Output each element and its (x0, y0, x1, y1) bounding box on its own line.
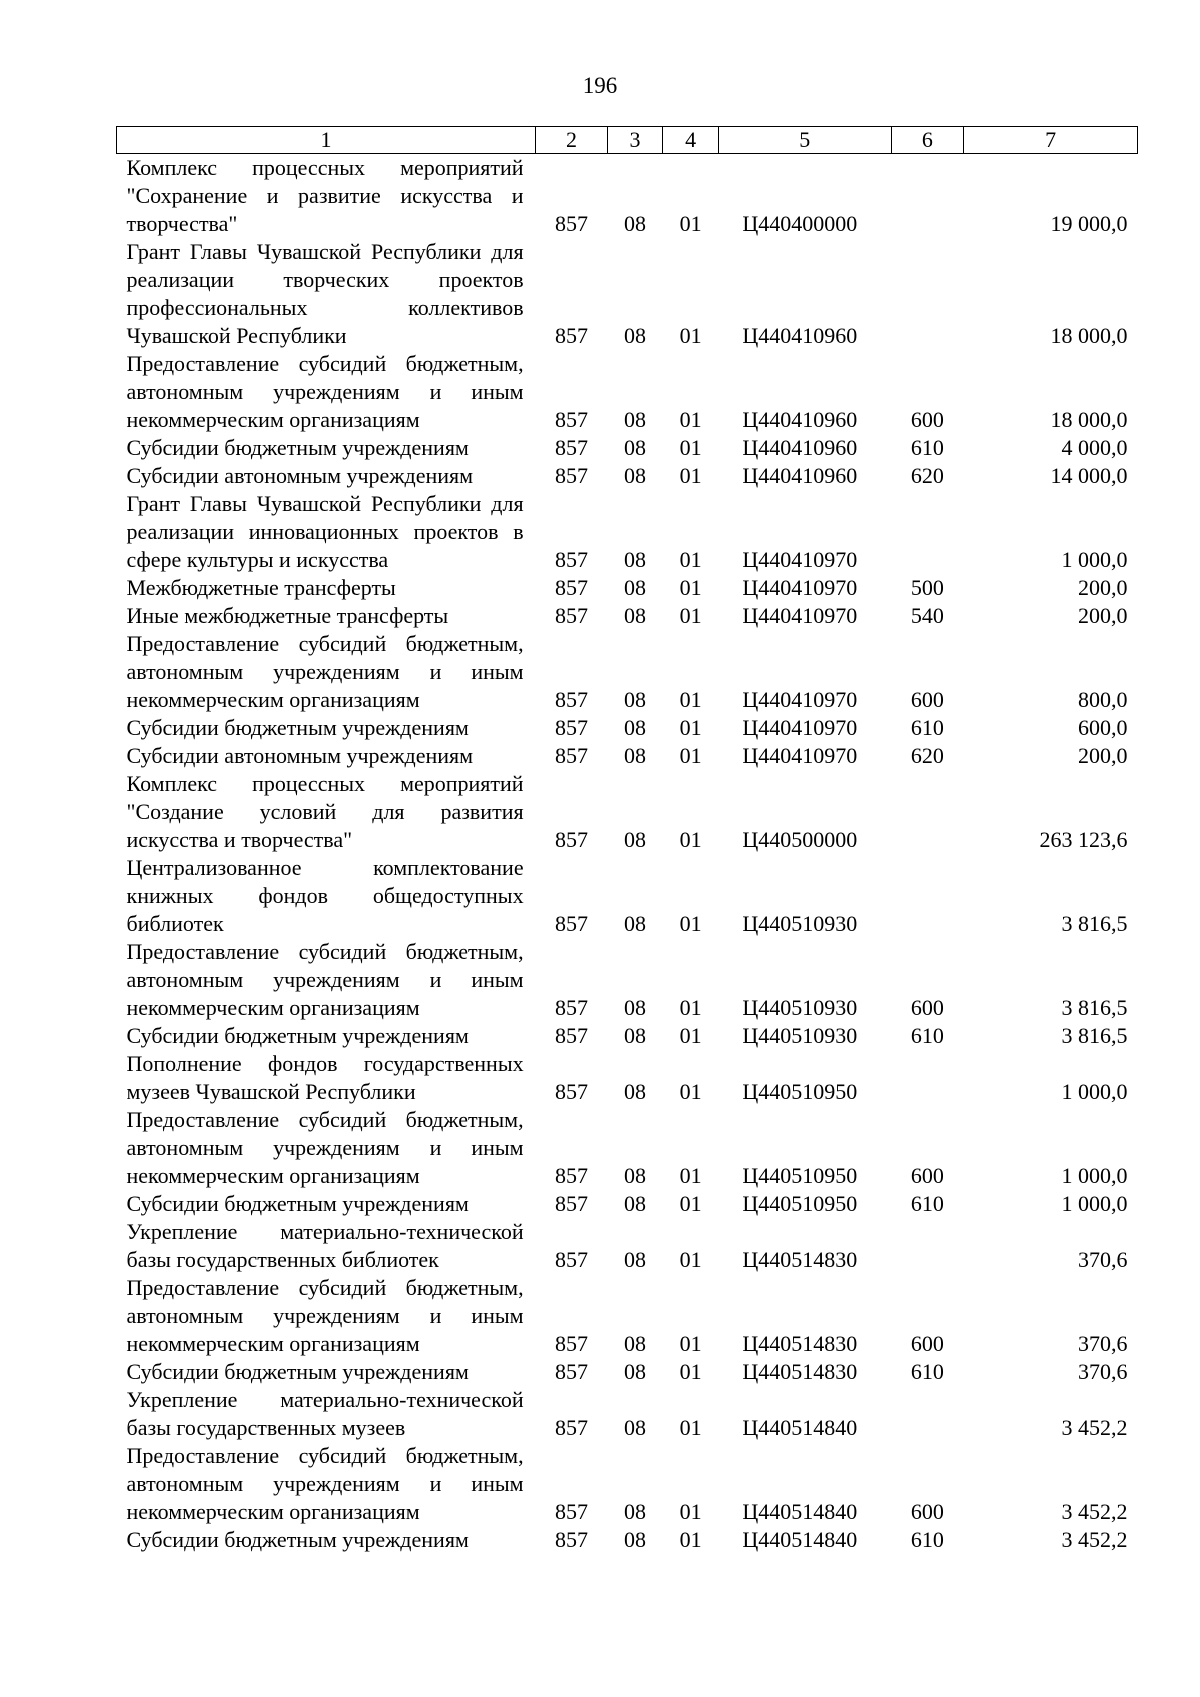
row-name-cell: Субсидии автономным учреждениям (126, 743, 474, 768)
row-section-cell: 08 (624, 715, 647, 740)
row-section-cell: 08 (624, 1527, 647, 1552)
row-expense-type-cell: 610 (910, 435, 944, 460)
row-amount-cell: 18 000,0 (1050, 323, 1128, 348)
table-row (117, 1358, 1138, 1386)
row-grbs-cell: 857 (554, 1191, 588, 1216)
table-row (117, 154, 1138, 239)
row-expense-type-cell: 600 (910, 407, 944, 432)
row-subsection-cell: 01 (679, 687, 702, 712)
table-header (117, 127, 1138, 154)
row-name-cell: Пополнение фондов государственных музеев Чувашской Республики (126, 1051, 524, 1104)
row-target-article-cell: Ц440410960 (742, 407, 858, 432)
row-section-cell: 08 (624, 1163, 647, 1188)
row-expense-type-cell (891, 1218, 964, 1274)
row-grbs-cell: 857 (554, 1359, 588, 1384)
row-amount-cell: 3 816,5 (1061, 1023, 1128, 1048)
table-row (117, 238, 1138, 350)
row-name-cell: Предоставление субсидий бюджетным, автономным учреждениям и иным некоммерческим организациям (126, 1107, 524, 1188)
row-amount-cell: 1 000,0 (1061, 1163, 1128, 1188)
row-expense-type-cell (891, 1050, 964, 1106)
row-target-article-cell: Ц440514840 (742, 1499, 858, 1524)
row-target-article-cell: Ц440410970 (742, 603, 858, 628)
table-row (117, 490, 1138, 574)
row-amount-cell: 1 000,0 (1061, 1079, 1128, 1104)
row-name-cell: Иные межбюджетные трансферты (126, 603, 449, 628)
row-section-cell: 08 (624, 407, 647, 432)
row-target-article-cell: Ц440514830 (742, 1359, 858, 1384)
row-expense-type-cell: 500 (910, 575, 944, 600)
row-expense-type-cell: 540 (910, 603, 944, 628)
row-grbs-cell: 857 (554, 687, 588, 712)
row-amount-cell: 1 000,0 (1061, 1191, 1128, 1216)
column-header-4: 4 (663, 127, 719, 154)
row-expense-type-cell (891, 490, 964, 574)
row-grbs-cell: 857 (554, 211, 588, 236)
row-section-cell: 08 (624, 911, 647, 936)
row-name-cell: Субсидии автономным учреждениям (126, 463, 474, 488)
row-name-cell: Субсидии бюджетным учреждениям (126, 1527, 469, 1552)
row-name-cell: Субсидии бюджетным учреждениям (126, 435, 469, 460)
row-expense-type-cell: 610 (910, 1527, 944, 1552)
row-section-cell: 08 (624, 1079, 647, 1104)
row-grbs-cell: 857 (554, 435, 588, 460)
row-subsection-cell: 01 (679, 1163, 702, 1188)
row-grbs-cell: 857 (554, 1247, 588, 1272)
row-expense-type-cell: 610 (910, 1191, 944, 1216)
row-amount-cell: 600,0 (1078, 715, 1128, 740)
row-expense-type-cell: 600 (910, 687, 944, 712)
row-amount-cell: 370,6 (1078, 1331, 1128, 1356)
row-name-cell: Предоставление субсидий бюджетным, автономным учреждениям и иным некоммерческим организациям (126, 1443, 524, 1524)
row-expense-type-cell: 610 (910, 1359, 944, 1384)
table-row (117, 1218, 1138, 1274)
row-subsection-cell: 01 (679, 995, 702, 1020)
page-number: 196 (582, 73, 618, 98)
row-grbs-cell: 857 (554, 1023, 588, 1048)
row-amount-cell: 263 123,6 (1039, 827, 1128, 852)
row-target-article-cell: Ц440410970 (742, 687, 858, 712)
row-grbs-cell: 857 (554, 1079, 588, 1104)
row-name-cell: Предоставление субсидий бюджетным, автономным учреждениям и иным некоммерческим организациям (126, 1275, 524, 1356)
row-name-cell: Субсидии бюджетным учреждениям (126, 1023, 469, 1048)
row-grbs-cell: 857 (554, 743, 588, 768)
row-target-article-cell: Ц440514840 (742, 1415, 858, 1440)
row-amount-cell: 3 452,2 (1061, 1499, 1128, 1524)
row-amount-cell: 4 000,0 (1061, 435, 1128, 460)
row-expense-type-cell: 600 (910, 1163, 944, 1188)
row-expense-type-cell (891, 1386, 964, 1442)
table-row (117, 1386, 1138, 1442)
row-subsection-cell: 01 (679, 1527, 702, 1552)
row-amount-cell: 19 000,0 (1050, 211, 1128, 236)
row-amount-cell: 3 452,2 (1061, 1415, 1128, 1440)
table-row (117, 1106, 1138, 1190)
row-expense-type-cell: 600 (910, 1331, 944, 1356)
table-row (117, 770, 1138, 854)
row-expense-type-cell: 600 (910, 995, 944, 1020)
row-target-article-cell: Ц440400000 (742, 211, 858, 236)
row-section-cell: 08 (624, 463, 647, 488)
row-grbs-cell: 857 (554, 827, 588, 852)
row-amount-cell: 18 000,0 (1050, 407, 1128, 432)
row-name-cell: Комплекс процессных мероприятий "Сохранение и развитие искусства и творчества" (126, 155, 524, 236)
column-header-7: 7 (964, 127, 1138, 154)
row-target-article-cell: Ц440500000 (742, 827, 858, 852)
row-target-article-cell: Ц440410970 (742, 743, 858, 768)
row-section-cell: 08 (624, 323, 647, 348)
row-subsection-cell: 01 (679, 1331, 702, 1356)
row-target-article-cell: Ц440410970 (742, 547, 858, 572)
row-target-article-cell: Ц440410960 (742, 323, 858, 348)
table-row (117, 1442, 1138, 1526)
row-name-cell: Укрепление материально-технической базы государственных музеев (126, 1387, 524, 1440)
row-section-cell: 08 (624, 575, 647, 600)
table-row (117, 434, 1138, 462)
row-grbs-cell: 857 (554, 1499, 588, 1524)
row-name-cell: Субсидии бюджетным учреждениям (126, 715, 469, 740)
row-section-cell: 08 (624, 1499, 647, 1524)
row-subsection-cell: 01 (679, 1191, 702, 1216)
table-row (117, 1190, 1138, 1218)
column-header-5: 5 (718, 127, 891, 154)
table-row (117, 630, 1138, 714)
row-amount-cell: 3 816,5 (1061, 995, 1128, 1020)
row-subsection-cell: 01 (679, 1247, 702, 1272)
row-section-cell: 08 (624, 1359, 647, 1384)
row-target-article-cell: Ц440510930 (742, 995, 858, 1020)
row-section-cell: 08 (624, 1415, 647, 1440)
row-grbs-cell: 857 (554, 911, 588, 936)
row-grbs-cell: 857 (554, 547, 588, 572)
row-grbs-cell: 857 (554, 603, 588, 628)
row-target-article-cell: Ц440410960 (742, 463, 858, 488)
row-name-cell: Укрепление материально-технической базы государственных библиотек (126, 1219, 524, 1272)
row-expense-type-cell (891, 154, 964, 239)
header-row (117, 127, 1138, 154)
table-row (117, 602, 1138, 630)
row-subsection-cell: 01 (679, 1359, 702, 1384)
row-name-cell: Централизованное комплектование книжных фондов общедоступных библиотек (126, 855, 524, 936)
row-section-cell: 08 (624, 547, 647, 572)
row-grbs-cell: 857 (554, 1415, 588, 1440)
row-subsection-cell: 01 (679, 575, 702, 600)
row-name-cell: Субсидии бюджетным учреждениям (126, 1191, 469, 1216)
table-row (117, 462, 1138, 490)
column-header-3: 3 (607, 127, 663, 154)
row-name-cell: Грант Главы Чувашской Республики для реализации инновационных проектов в сфере культуры и искусства (126, 491, 524, 572)
row-subsection-cell: 01 (679, 911, 702, 936)
row-section-cell: 08 (624, 995, 647, 1020)
table-row (117, 1526, 1138, 1554)
row-subsection-cell: 01 (679, 1415, 702, 1440)
row-amount-cell: 370,6 (1078, 1359, 1128, 1384)
row-grbs-cell: 857 (554, 1527, 588, 1552)
row-expense-type-cell: 600 (910, 1499, 944, 1524)
row-subsection-cell: 01 (679, 211, 702, 236)
row-target-article-cell: Ц440514830 (742, 1331, 858, 1356)
row-amount-cell: 200,0 (1078, 743, 1128, 768)
table-row (117, 1274, 1138, 1358)
row-target-article-cell: Ц440514840 (742, 1527, 858, 1552)
row-amount-cell: 800,0 (1078, 687, 1128, 712)
row-section-cell: 08 (624, 603, 647, 628)
row-subsection-cell: 01 (679, 715, 702, 740)
row-amount-cell: 3 816,5 (1061, 911, 1128, 936)
row-expense-type-cell: 620 (910, 463, 944, 488)
row-subsection-cell: 01 (679, 603, 702, 628)
table-row (117, 1022, 1138, 1050)
row-grbs-cell: 857 (554, 407, 588, 432)
row-target-article-cell: Ц440510950 (742, 1079, 858, 1104)
row-subsection-cell: 01 (679, 435, 702, 460)
table-body (117, 154, 1138, 1555)
row-target-article-cell: Ц440410970 (742, 715, 858, 740)
row-amount-cell: 14 000,0 (1050, 463, 1128, 488)
row-name-cell: Предоставление субсидий бюджетным, автономным учреждениям и иным некоммерческим организациям (126, 939, 524, 1020)
row-expense-type-cell (891, 770, 964, 854)
row-section-cell: 08 (624, 1191, 647, 1216)
column-header-2: 2 (536, 127, 608, 154)
row-expense-type-cell (891, 854, 964, 938)
row-subsection-cell: 01 (679, 1499, 702, 1524)
row-subsection-cell: 01 (679, 827, 702, 852)
row-grbs-cell: 857 (554, 995, 588, 1020)
row-name-cell: Межбюджетные трансферты (126, 575, 396, 600)
row-name-cell: Предоставление субсидий бюджетным, автономным учреждениям и иным некоммерческим организациям (126, 351, 524, 432)
table-row (117, 1050, 1138, 1106)
row-target-article-cell: Ц440510930 (742, 1023, 858, 1048)
row-subsection-cell: 01 (679, 1023, 702, 1048)
row-amount-cell: 200,0 (1078, 575, 1128, 600)
row-subsection-cell: 01 (679, 407, 702, 432)
row-section-cell: 08 (624, 211, 647, 236)
row-grbs-cell: 857 (554, 575, 588, 600)
table-row (117, 350, 1138, 434)
row-section-cell: 08 (624, 827, 647, 852)
row-grbs-cell: 857 (554, 463, 588, 488)
row-target-article-cell: Ц440410960 (742, 435, 858, 460)
row-grbs-cell: 857 (554, 715, 588, 740)
row-expense-type-cell: 620 (910, 743, 944, 768)
table-row (117, 854, 1138, 938)
table-row (117, 574, 1138, 602)
table-row (117, 742, 1138, 770)
row-section-cell: 08 (624, 687, 647, 712)
row-grbs-cell: 857 (554, 1163, 588, 1188)
table-row (117, 938, 1138, 1022)
row-expense-type-cell (891, 238, 964, 350)
row-subsection-cell: 01 (679, 323, 702, 348)
row-amount-cell: 370,6 (1078, 1247, 1128, 1272)
row-name-cell: Грант Главы Чувашской Республики для реализации творческих проектов профессиональных коллективов Чувашской Республики (126, 239, 524, 348)
row-name-cell: Предоставление субсидий бюджетным, автономным учреждениям и иным некоммерческим организациям (126, 631, 524, 712)
column-header-1: 1 (117, 127, 536, 154)
row-target-article-cell: Ц440510950 (742, 1191, 858, 1216)
row-section-cell: 08 (624, 1331, 647, 1356)
column-header-6: 6 (891, 127, 964, 154)
row-amount-cell: 3 452,2 (1061, 1527, 1128, 1552)
table-row (117, 714, 1138, 742)
row-subsection-cell: 01 (679, 547, 702, 572)
row-target-article-cell: Ц440514830 (742, 1247, 858, 1272)
row-name-cell: Комплекс процессных мероприятий "Создание условий для развития искусства и творчества" (126, 771, 524, 852)
row-amount-cell: 200,0 (1078, 603, 1128, 628)
row-section-cell: 08 (624, 1023, 647, 1048)
row-target-article-cell: Ц440510950 (742, 1163, 858, 1188)
row-subsection-cell: 01 (679, 743, 702, 768)
row-section-cell: 08 (624, 435, 647, 460)
row-name-cell: Субсидии бюджетным учреждениям (126, 1359, 469, 1384)
row-target-article-cell: Ц440510930 (742, 911, 858, 936)
row-subsection-cell: 01 (679, 1079, 702, 1104)
row-section-cell: 08 (624, 743, 647, 768)
row-amount-cell: 1 000,0 (1061, 547, 1128, 572)
row-section-cell: 08 (624, 1247, 647, 1272)
row-expense-type-cell: 610 (910, 1023, 944, 1048)
row-expense-type-cell: 610 (910, 715, 944, 740)
row-grbs-cell: 857 (554, 323, 588, 348)
row-subsection-cell: 01 (679, 463, 702, 488)
row-grbs-cell: 857 (554, 1331, 588, 1356)
row-target-article-cell: Ц440410970 (742, 575, 858, 600)
budget-table (116, 126, 1138, 1554)
